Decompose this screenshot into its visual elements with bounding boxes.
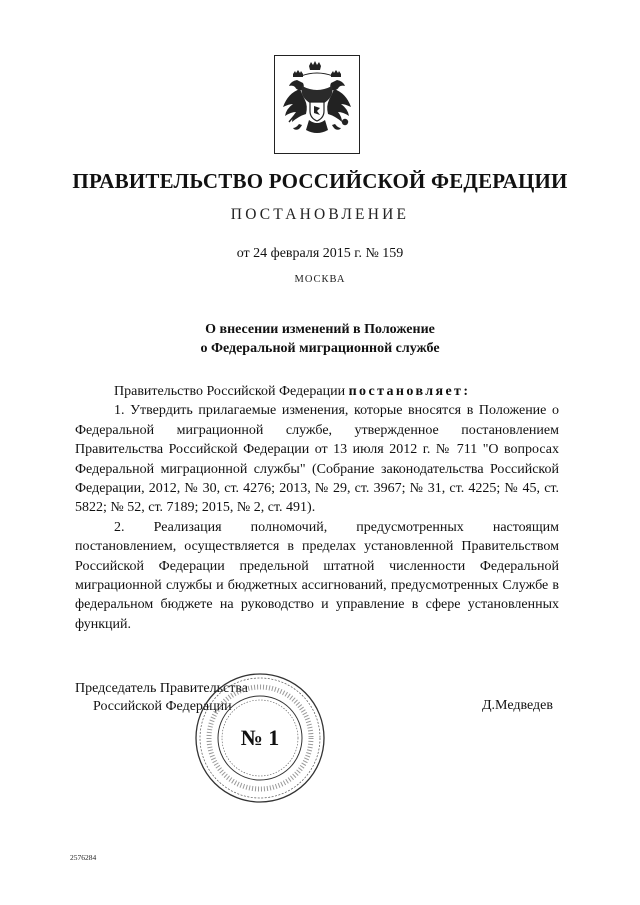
signer-name: Д.Медведев bbox=[482, 698, 553, 713]
document-code: 2576284 bbox=[70, 853, 97, 862]
paragraph-2: 2. Реализация полномочий, предусмотренных настоящим постановлением, осуществляется в пределах установленной Правительством Российской Федерации предельной штатной численности Федеральной миграционной службы и бюджетных ассигнований, предусмотренных Службе в федеральном бюджете на руководство и управление в сфере установленных функций. bbox=[75, 519, 559, 632]
preamble bbox=[75, 382, 559, 401]
position-line-2: Российской Федерации bbox=[93, 699, 232, 714]
subject-line-1: О внесении изменений в Положение bbox=[205, 322, 435, 337]
subject-line-2: о Федеральной миграционной службе bbox=[200, 341, 440, 356]
preamble-text: Правительство Российской Федерации bbox=[114, 384, 346, 399]
position-line-1: Председатель Правительства bbox=[75, 681, 248, 696]
official-stamp bbox=[190, 668, 330, 808]
paragraph-1: 1. Утвердить прилагаемые изменения, которые вносятся в Положение о Федеральной миграционной службе, утвержденное постановлением Правительства Российской Федерации от 13 июля 2012 г. № 711 "О вопросах Федеральной миграционной службы" (Собрание законодательства Российской Федерации, 2012, № 30, ст. 4276; 2013, № 29, ст. 3967; № 31, ст. 4225; № 45, ст. 5822; № 52, ст. 7189; 2015, № 2, ст. 491). bbox=[75, 403, 559, 516]
government-title: ПРАВИТЕЛЬСТВО РОССИЙСКОЙ ФЕДЕРАЦИИ bbox=[72, 169, 568, 193]
coat-of-arms-emblem bbox=[274, 55, 360, 154]
document-subject bbox=[0, 320, 640, 358]
city: МОСКВА bbox=[294, 274, 346, 285]
stamp-number: № 1 bbox=[240, 725, 280, 750]
document-type: ПОСТАНОВЛЕНИЕ bbox=[230, 206, 410, 223]
preamble-verb: постановляет: bbox=[348, 384, 471, 399]
document-date-number: от 24 февраля 2015 г. № 159 bbox=[236, 246, 404, 261]
document-body bbox=[75, 382, 559, 634]
double-headed-eagle-icon bbox=[275, 56, 359, 153]
